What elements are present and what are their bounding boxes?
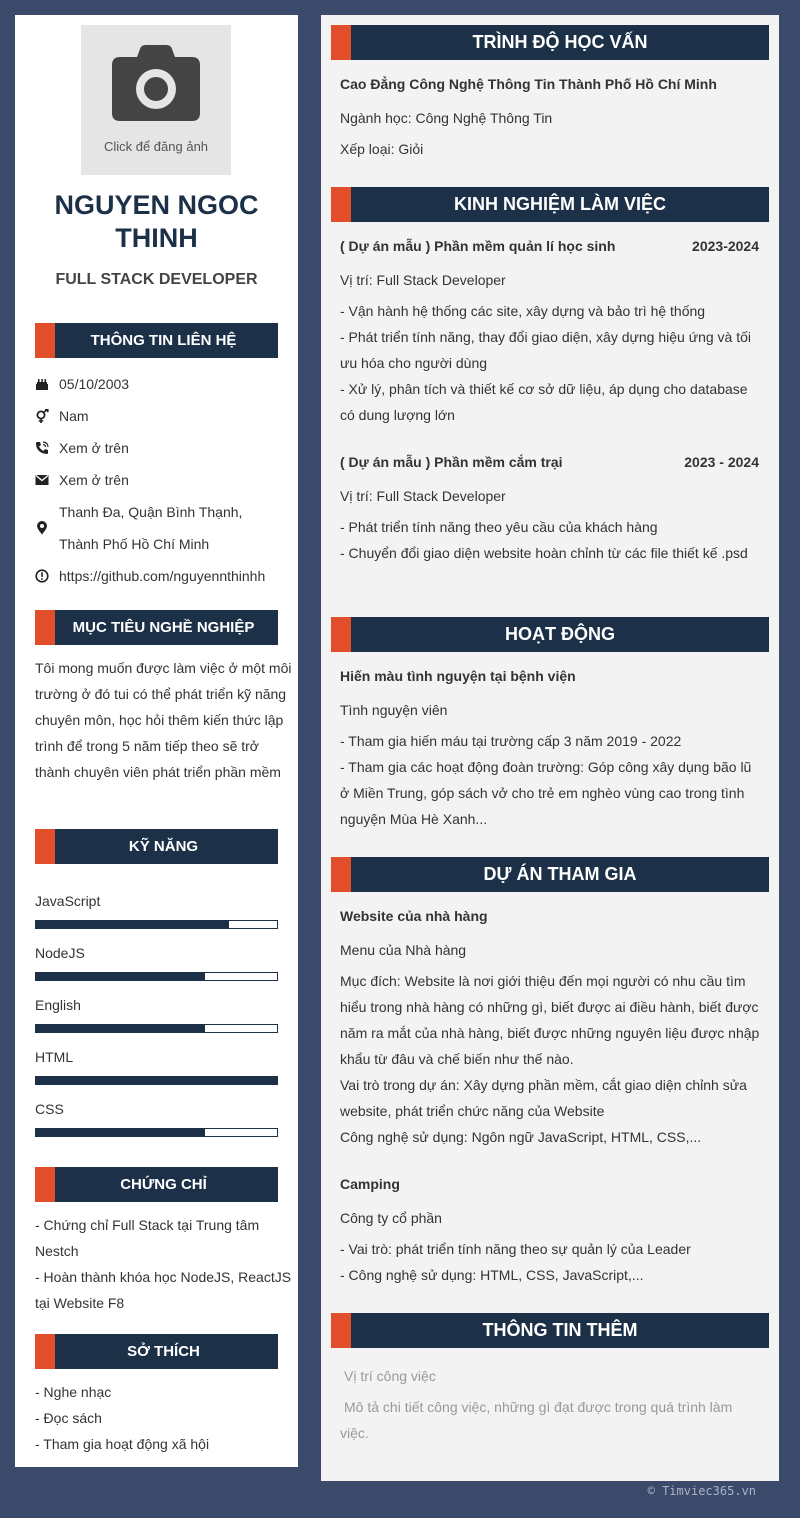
job-2-title[interactable]: ( Dự án mẫu ) Phần mềm cắm trại [340,454,563,470]
activity-title[interactable]: Hiến màu tình nguyện tại bệnh viện [340,668,576,684]
phone-value: Xem ở trên [59,440,129,456]
envelope-icon [35,473,49,487]
description-line: Mục đích: Website là nơi giới thiệu đến mọi người có nhu cầu tìm hiểu trong nhà hàng có những gì, biết được ai điều hành, biết được năm ra mắt của nhà hàng, biết được những nguyên liệu được nhập khẩu từ đâu và chế biến như thế nào. [340,973,760,1067]
address-row[interactable] [35,496,295,560]
hobby-item: - Tham gia hoạt động xã hội [35,1436,210,1452]
skill-bar[interactable] [35,972,278,981]
address-line-1: Thanh Đa, Quận Bình Thạnh, [59,504,243,520]
gender-icon [35,409,49,423]
left-column [15,15,298,1467]
additional-info-heading: THÔNG TIN THÊM [331,1313,769,1348]
skills-heading: KỸ NĂNG [35,829,278,864]
job-2-position[interactable]: Vị trí: Full Stack Developer [340,488,506,504]
education-heading: TRÌNH ĐỘ HỌC VẤN [331,25,769,60]
description-line: - Vai trò: phát triển tính năng theo sự quản lý của Leader [340,1241,691,1257]
description-line: - Công nghệ sử dụng: HTML, CSS, JavaScript,... [340,1267,644,1283]
description-line: Vai trò trong dự án: Xây dựng phần mềm, cắt giao diện chỉnh sửa website, phát triển chức năng của Website [340,1077,747,1119]
cake-icon [35,377,49,391]
phone-icon [35,441,49,455]
skill-name[interactable]: NodeJS [35,945,85,961]
job-1-position[interactable]: Vị trí: Full Stack Developer [340,272,506,288]
description-line: - Vận hành hệ thống các site, xây dựng và bảo trì hệ thống [340,303,706,319]
skill-bar[interactable] [35,1076,278,1085]
skill-name[interactable]: HTML [35,1049,74,1065]
job-1-years[interactable]: 2023-2024 [692,238,759,254]
skill-bar[interactable] [35,1024,278,1033]
hobby-item: - Nghe nhạc [35,1384,112,1400]
job-1-title[interactable]: ( Dự án mẫu ) Phần mềm quản lí học sinh [340,238,616,254]
right-column [321,15,779,1481]
contact-heading: THÔNG TIN LIÊN HỆ [35,323,278,358]
job-2-years[interactable]: 2023 - 2024 [684,454,759,470]
description-line: - Phát triển tính năng, thay đổi giao diện, xây dựng hiệu ứng và tối ưu hóa cho người dùng [340,329,752,371]
description-line: - Chuyển đổi giao diện website hoàn chỉnh từ các file thiết kế .psd [340,545,748,561]
project-2-subtitle[interactable]: Công ty cổ phần [340,1210,442,1226]
description-line: - Xử lý, phân tích và thiết kế cơ sở dữ liệu, áp dụng cho database có dung lượng lớn [340,381,748,423]
skill-name[interactable]: CSS [35,1101,64,1117]
candidate-name[interactable]: NGUYEN NGOC THINH [54,190,259,253]
skill-bar[interactable] [35,920,278,929]
skill-name[interactable]: English [35,997,81,1013]
project-1-description[interactable] [340,968,760,1150]
camera-icon [110,45,202,123]
project-2-description[interactable] [340,1236,760,1288]
footer-watermark: © Timviec365.vn [647,1484,756,1498]
avatar-upload[interactable] [81,25,231,175]
activity-description[interactable] [340,728,760,832]
education-major[interactable]: Ngành học: Công Nghệ Thông Tin [340,110,553,126]
description-line: - Tham gia các hoạt động đoàn trường: Góp công xây dụng bão lũ ở Miền Trung, góp sách vở cho trẻ em nghèo vùng cao trong tình nguyện Mùa Hè Xanh... [340,759,752,827]
activity-role[interactable]: Tình nguyện viên [340,702,448,718]
email-value: Xem ở trên [59,472,129,488]
hobbies-list[interactable] [35,1379,295,1457]
activities-heading: HOẠT ĐỘNG [331,617,769,652]
job-2-description[interactable] [340,514,760,566]
hobbies-heading: SỞ THÍCH [35,1334,278,1369]
description-line: Công nghệ sử dụng: Ngôn ngữ JavaScript, HTML, CSS,... [340,1129,702,1145]
website-row[interactable] [35,560,295,592]
skill-bar[interactable] [35,1128,278,1137]
projects-heading: DỰ ÁN THAM GIA [331,857,769,892]
certificate-item: - Hoàn thành khóa học NodeJS, ReactJS tại Website F8 [35,1269,292,1311]
experience-heading: KINH NGHIỆM LÀM VIỆC [331,187,769,222]
photo-label: Click để đăng ảnh [103,139,209,154]
objective-heading: MỤC TIÊU NGHỀ NGHIỆP [35,610,278,645]
job-title[interactable]: FULL STACK DEVELOPER [55,271,258,288]
education-grade[interactable]: Xếp loại: Giỏi [340,141,424,157]
job-1-description[interactable] [340,298,760,428]
location-pin-icon [35,521,49,535]
project-2-title[interactable]: Camping [340,1176,400,1192]
certificates-list[interactable] [35,1212,295,1316]
gender-row[interactable] [35,400,295,432]
birthday-row[interactable] [35,368,295,400]
gender-value: Nam [59,408,89,424]
info-circle-icon [35,569,49,583]
certificate-item: - Chứng chỉ Full Stack tại Trung tâm Nestch [35,1217,260,1259]
phone-row[interactable] [35,432,295,464]
additional-title-placeholder[interactable]: Vị trí công việc [344,1368,436,1384]
email-row[interactable] [35,464,295,496]
objective-text[interactable]: Tôi mong muốn được làm việc ở một môi trường ở đó tui có thể phát triển kỹ năng chuyên môn, học hỏi thêm kiến thức lập trình để trong 5 năm tiếp theo sẽ trở thành chuyên viên phát triển phần mềm [35,660,292,780]
website-value: https://github.com/nguyennthinhh [59,568,266,584]
additional-description-placeholder[interactable]: Mô tả chi tiết công việc, những gì đạt được trong quá trình làm việc. [340,1399,733,1441]
skill-name[interactable]: JavaScript [35,893,101,909]
hobby-item: - Đọc sách [35,1410,102,1426]
certificates-heading: CHỨNG CHỈ [35,1167,278,1202]
birthday-value: 05/10/2003 [59,376,130,392]
description-line: - Phát triển tính năng theo yêu cầu của khách hàng [340,519,658,535]
project-1-subtitle[interactable]: Menu của Nhà hàng [340,942,467,958]
address-line-2: Thành Phố Hồ Chí Minh [59,536,210,552]
project-1-title[interactable]: Website của nhà hàng [340,908,488,924]
description-line: - Tham gia hiến máu tại trường cấp 3 năm 2019 - 2022 [340,733,682,749]
school-name[interactable]: Cao Đẳng Công Nghệ Thông Tin Thành Phố Hồ Chí Minh [340,76,717,92]
